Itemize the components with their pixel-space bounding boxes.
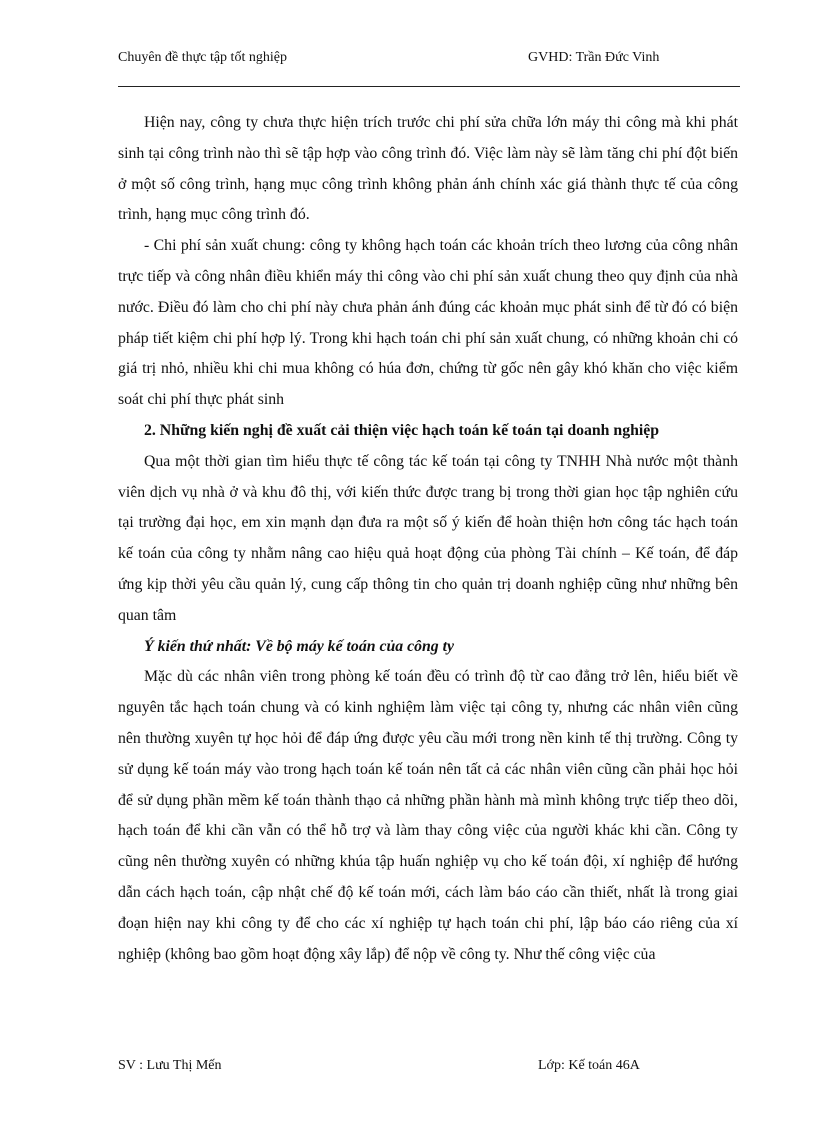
header-title: Chuyên đề thực tập tốt nghiệp [118, 50, 287, 65]
page-footer [118, 1058, 740, 1078]
page-body [118, 108, 738, 970]
footer-student: SV : Lưu Thị Mến [118, 1058, 222, 1073]
page-header [118, 50, 740, 70]
section-heading: 2. Những kiến nghị đề xuất cải thiện việc hạch toán kế toán tại doanh nghiệp [144, 421, 660, 439]
header-divider [118, 86, 740, 87]
paragraph-overhead-costs: - Chi phí sản xuất chung: công ty không hạch toán các khoản trích theo lương của công nhân trực tiếp và công nhân điều khiển máy thi công vào chi phí sản xuất chung theo quy định của nhà nước. Điều đó làm cho chi phí này chưa phản ánh đúng các khoản mục phát sinh để từ đó có biện pháp tiết kiệm chi phí hợp lý. Trong khi hạch toán chi phí sản xuất chung, có những khoản chi có giá trị nhỏ, nhiều khi chi mua không có húa đơn, chứng từ gốc nên gây khó khăn cho việc kiểm soát chi phí thực phát sinh [118, 237, 738, 409]
paragraph-intro-recommendations: Qua một thời gian tìm hiểu thực tế công tác kế toán tại công ty TNHH Nhà nước một thành viên dịch vụ nhà ở và khu đô thị, với kiến thức được trang bị trong thời gian học tập nghiên cứu tại trường đại học, em xin mạnh dạn đưa ra một số ý kiến để hoàn thiện hơn công tác hạch toán kế toán của công ty nhằm nâng cao hiệu quả hoạt động của phòng Tài chính – Kế toán, để đáp ứng kịp thời yêu cầu quản lý, cung cấp thông tin cho quản trị doanh nghiệp cũng như những bên quan tâm [118, 452, 738, 624]
footer-class: Lớp: Kế toán 46A [538, 1058, 640, 1073]
header-supervisor: GVHD: Trần Đức Vinh [528, 50, 660, 65]
paragraph-repair-costs: Hiện nay, công ty chưa thực hiện trích trước chi phí sửa chữa lớn máy thi công mà khi phát sinh tại công trình nào thì sẽ tập hợp vào công trình đó. Việc làm này sẽ làm tăng chi phí đột biến ở một số công trình, hạng mục công trình không phản ánh chính xác giá thành thực tế của công trình, hạng mục công trình đó. [118, 114, 738, 224]
subsection-heading: Ý kiến thứ nhất: Về bộ máy kế toán của công ty [144, 637, 455, 655]
paragraph-accounting-staff: Mặc dù các nhân viên trong phòng kế toán đều có trình độ từ cao đẳng trở lên, hiểu biết về nguyên tắc hạch toán chung và có kinh nghiệm làm việc tại công ty, nhưng các nhân viên cũng nên thường xuyên tự học hỏi để đáp ứng được yêu cầu mới trong nền kinh tế thị trường. Công ty sử dụng kế toán máy vào trong hạch toán kế toán nên tất cả các nhân viên cũng cần phải học hỏi để sử dụng phần mềm kế toán thành thạo cả những phần hành mà mình không trực tiếp theo dõi, hạch toán để khi cần vẫn có thể hỗ trợ và làm thay công việc của người khác khi cần. Công ty cũng nên thường xuyên có những khúa tập huấn nghiệp vụ cho kế toán đội, xí nghiệp để hướng dẫn cách hạch toán, cập nhật chế độ kế toán mới, cách làm báo cáo cần thiết, nhất là trong giai đoạn hiện nay khi công ty để cho các xí nghiệp tự hạch toán chi phí, lập báo cáo riêng của xí nghiệp (không bao gồm hoạt động xây lắp) để nộp về công ty. Như thế công việc của [118, 668, 738, 963]
